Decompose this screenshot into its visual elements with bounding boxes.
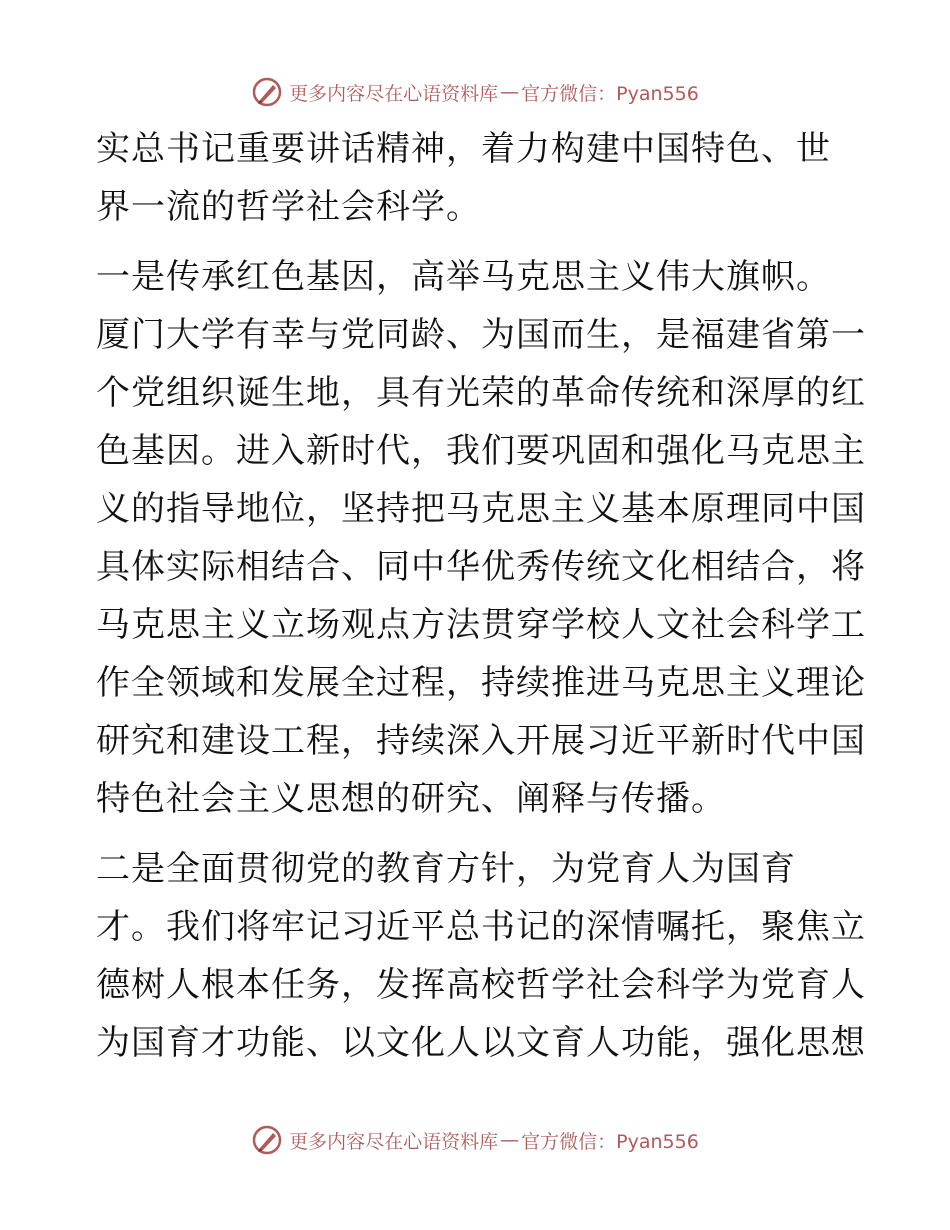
header-separator: — bbox=[500, 81, 520, 103]
text-line: 界一流的哲学社会科学。 bbox=[96, 187, 481, 227]
text-line: 二是全面贯彻党的教育方针，为党育人为国育 bbox=[96, 849, 796, 889]
paragraph-3 bbox=[96, 840, 866, 1072]
text-line: 具体实际相结合、同中华优秀传统文化相结合，将 bbox=[96, 547, 866, 587]
pen-logo-icon bbox=[251, 1124, 283, 1156]
text-line: 才。我们将牢记习近平总书记的深情嘱托，聚焦立 bbox=[96, 907, 866, 947]
text-line: 为国育才功能、以文化人以文育人功能，强化思想 bbox=[96, 1023, 866, 1063]
document-body bbox=[96, 120, 866, 1072]
paragraph-2 bbox=[96, 248, 866, 828]
header-watermark bbox=[0, 72, 950, 112]
text-line: 研究和建设工程，持续深入开展习近平新时代中国 bbox=[96, 721, 866, 761]
header-brand: 更多内容尽在心语资料库 bbox=[289, 82, 499, 105]
text-line: 特色社会主义思想的研究、阐释与传播。 bbox=[96, 779, 726, 819]
text-line: 实总书记重要讲话精神，着力构建中国特色、世 bbox=[96, 129, 831, 169]
text-line: 作全领域和发展全过程，持续推进马克思主义理论 bbox=[96, 663, 866, 703]
paragraph-1 bbox=[96, 120, 866, 236]
header-contact: 官方微信：Pyan556 bbox=[521, 82, 699, 105]
footer-contact: 官方微信：Pyan556 bbox=[521, 1130, 699, 1153]
pen-logo-icon bbox=[251, 76, 283, 108]
text-line: 色基因。进入新时代，我们要巩固和强化马克思主 bbox=[96, 431, 866, 471]
text-line: 厦门大学有幸与党同龄、为国而生，是福建省第一 bbox=[96, 315, 866, 355]
text-line: 德树人根本任务，发挥高校哲学社会科学为党育人 bbox=[96, 965, 866, 1005]
text-line: 义的指导地位，坚持把马克思主义基本原理同中国 bbox=[96, 489, 866, 529]
text-line: 一是传承红色基因，高举马克思主义伟大旗帜。 bbox=[96, 257, 831, 297]
text-line: 个党组织诞生地，具有光荣的革命传统和深厚的红 bbox=[96, 373, 866, 413]
footer-watermark bbox=[0, 1120, 950, 1160]
footer-separator: — bbox=[500, 1129, 520, 1151]
text-line: 马克思主义立场观点方法贯穿学校人文社会科学工 bbox=[96, 605, 866, 645]
footer-brand: 更多内容尽在心语资料库 bbox=[289, 1130, 499, 1153]
